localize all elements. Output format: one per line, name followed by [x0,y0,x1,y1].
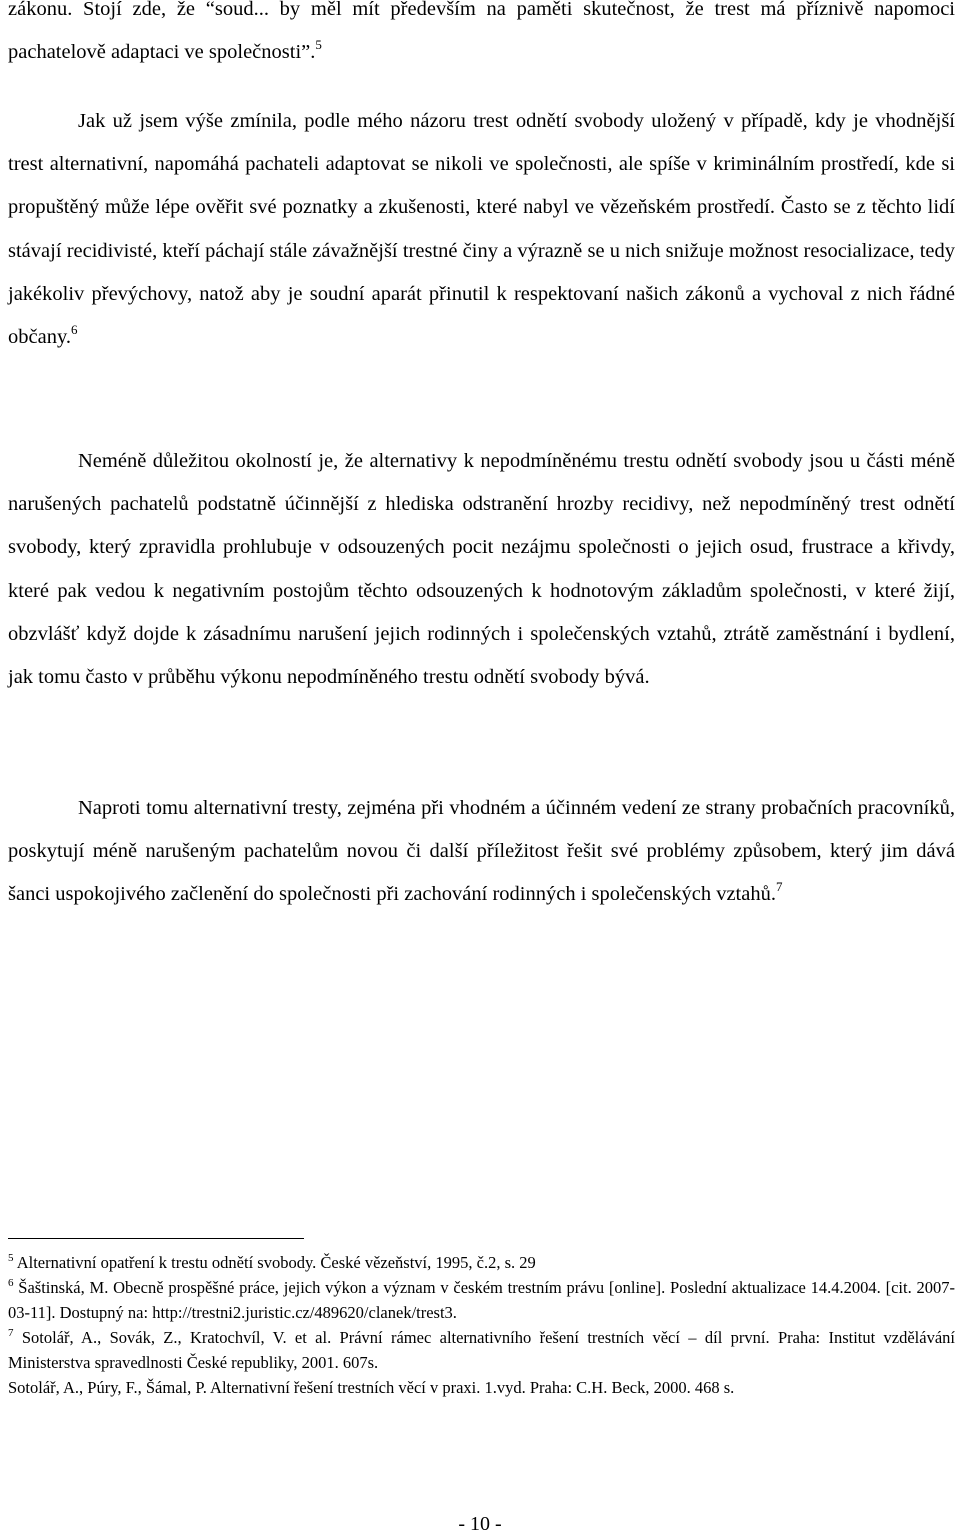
footnote-5 [8,1250,955,1275]
paragraph-2 [8,100,955,359]
footnote-6 [8,1275,955,1325]
footnote-number: 7 [8,1327,14,1339]
footnote-text: Alternativní opatření k trestu odnětí svobody. České vězeňství, 1995, č.2, s. 29 [16,1253,536,1272]
footnote-text: Sotolář, A., Sovák, Z., Kratochvíl, V. et al. Právní rámec alternativního řešení trestních věcí – díl první. Praha: Institut vzdělávání Ministerstva spravedlnosti České republiky, 2001. 607s. [8,1328,956,1372]
footnote-7 [8,1325,955,1375]
footnote-text: Šaštinská, M. Obecně prospěšné práce, jejich výkon a význam v českém trestním právu [online]. Poslední aktualizace 14.4.2004. [cit. 2007-03-11]. Dostupný na: http://trestni2.juristic.cz/489620/clanek/trest3. [8,1278,955,1322]
paragraph-4-text: Naproti tomu alternativní tresty, zejména při vhodném a účinném vedení ze strany probačních pracovníků, poskytují méně narušeným pachatelům novou či další příležitost řešit své problémy způsobem, který jim dává šanci uspokojivého začlenění do společnosti při zachování rodinných i společenských vztahů. [8,797,955,906]
footnote-ref-6: 6 [71,322,78,338]
paragraph-1-text: zákonu. Stojí zde, že “soud... by měl mít především na paměti skutečnost, že trest má příznivě napomoci pachatelově adaptaci ve společnosti”. [8,0,955,64]
paragraph-3 [8,440,955,699]
paragraph-1 [8,0,955,74]
paragraph-3-text: Neméně důležitou okolností je, že alternativy k nepodmíněnému trestu odnětí svobody jsou u části méně narušených pachatelů podstatně účinnější z hlediska odstranění hrozby recidivy, než nepodmíněný trest odnětí svobody, který zpravidla prohlubuje v odsouzených pocit nezájmu společnosti o jejich osud, frustrace a křivdy, které pak vedou k negativním postojům těchto odsouzených k hodnotovým základům společnosti, v které žijí, obzvlášť když dojde k zásadnímu narušení jejich rodinných i společenských vztahů, ztrátě zaměstnání i bydlení, jak tomu často v průběhu výkonu nepodmíněného trestu odnětí svobody bývá. [8,450,955,689]
footnote-separator [8,1238,304,1239]
footnote-number: 5 [8,1252,14,1264]
footnote-ref-5: 5 [315,37,322,53]
footnote-7-continued [8,1375,955,1400]
paragraph-2-text: Jak už jsem výše zmínila, podle mého názoru trest odnětí svobody uložený v případě, kdy je vhodnější trest alternativní, napomáhá pachateli adaptovat se nikoli ve společnosti, ale spíše v kriminálním prostředí, kde si propuštěný může lépe ověřit své poznatky a zkušenosti, které nabyl ve vězeňském prostředí. Často se z těchto lidí stávají recidivisté, kteří páchají stále závažnější trestné činy a výrazně se u nich snižuje možnost resocializace, tedy jakékoliv převýchovy, natož aby je soudní aparát přinutil k respektovaní našich zákonů a vychoval z nich řádné občany. [8,110,955,349]
footnote-number: 6 [8,1277,14,1289]
footnotes [8,1250,955,1400]
page-number: - 10 - [458,1513,502,1535]
paragraph-4 [8,787,955,917]
footnote-ref-7: 7 [775,879,783,895]
footnote-text: Sotolář, A., Púry, F., Šámal, P. Alternativní řešení trestních věcí v praxi. 1.vyd. Praha: C.H. Beck, 2000. 468 s. [8,1378,735,1397]
